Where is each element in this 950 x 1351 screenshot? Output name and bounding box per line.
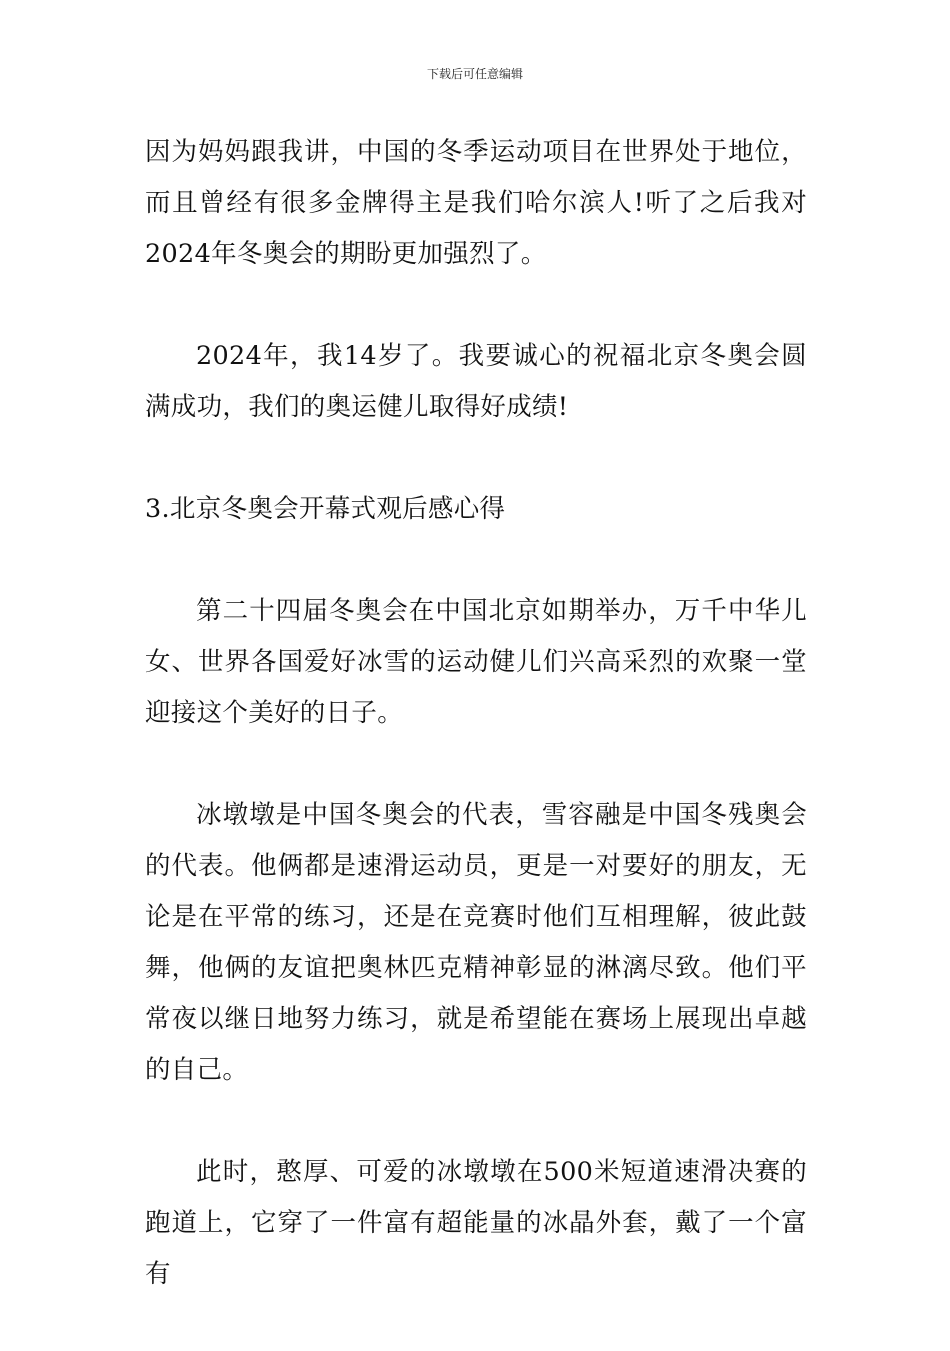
paragraph-opening: 第二十四届冬奥会在中国北京如期举办，万千中华儿女、世界各国爱好冰雪的运动健儿们兴高采烈的欢聚一堂迎接这个美好的日子。 xyxy=(145,596,807,728)
page-header: 下载后可任意编辑 xyxy=(426,67,523,81)
paragraph-race: 此时，憨厚、可爱的冰墩墩在500米短道速滑决赛的跑道上，它穿了一件富有超能量的冰晶外套，戴了一个富有 xyxy=(145,1157,807,1289)
paragraph-wish: 2024年，我14岁了。我要诚心的祝福北京冬奥会圆满成功，我们的奥运健儿取得好成绩! xyxy=(145,341,807,422)
section-heading: 3.北京冬奥会开幕式观后感心得 xyxy=(145,494,506,524)
paragraph-continuation: 因为妈妈跟我讲，中国的冬季运动项目在世界处于地位，而且曾经有很多金牌得主是我们哈尔滨人!听了之后我对2024年冬奥会的期盼更加强烈了。 xyxy=(145,137,807,269)
paragraph-mascots: 冰墩墩是中国冬奥会的代表，雪容融是中国冬残奥会的代表。他俩都是速滑运动员，更是一对要好的朋友，无论是在平常的练习，还是在竞赛时他们互相理解，彼此鼓舞，他俩的友谊把奥林匹克精神彰显的淋漓尽致。他们平常夜以继日地努力练习，就是希望能在赛场上展现出卓越的自己。 xyxy=(145,800,807,1085)
document-body xyxy=(145,127,807,1351)
